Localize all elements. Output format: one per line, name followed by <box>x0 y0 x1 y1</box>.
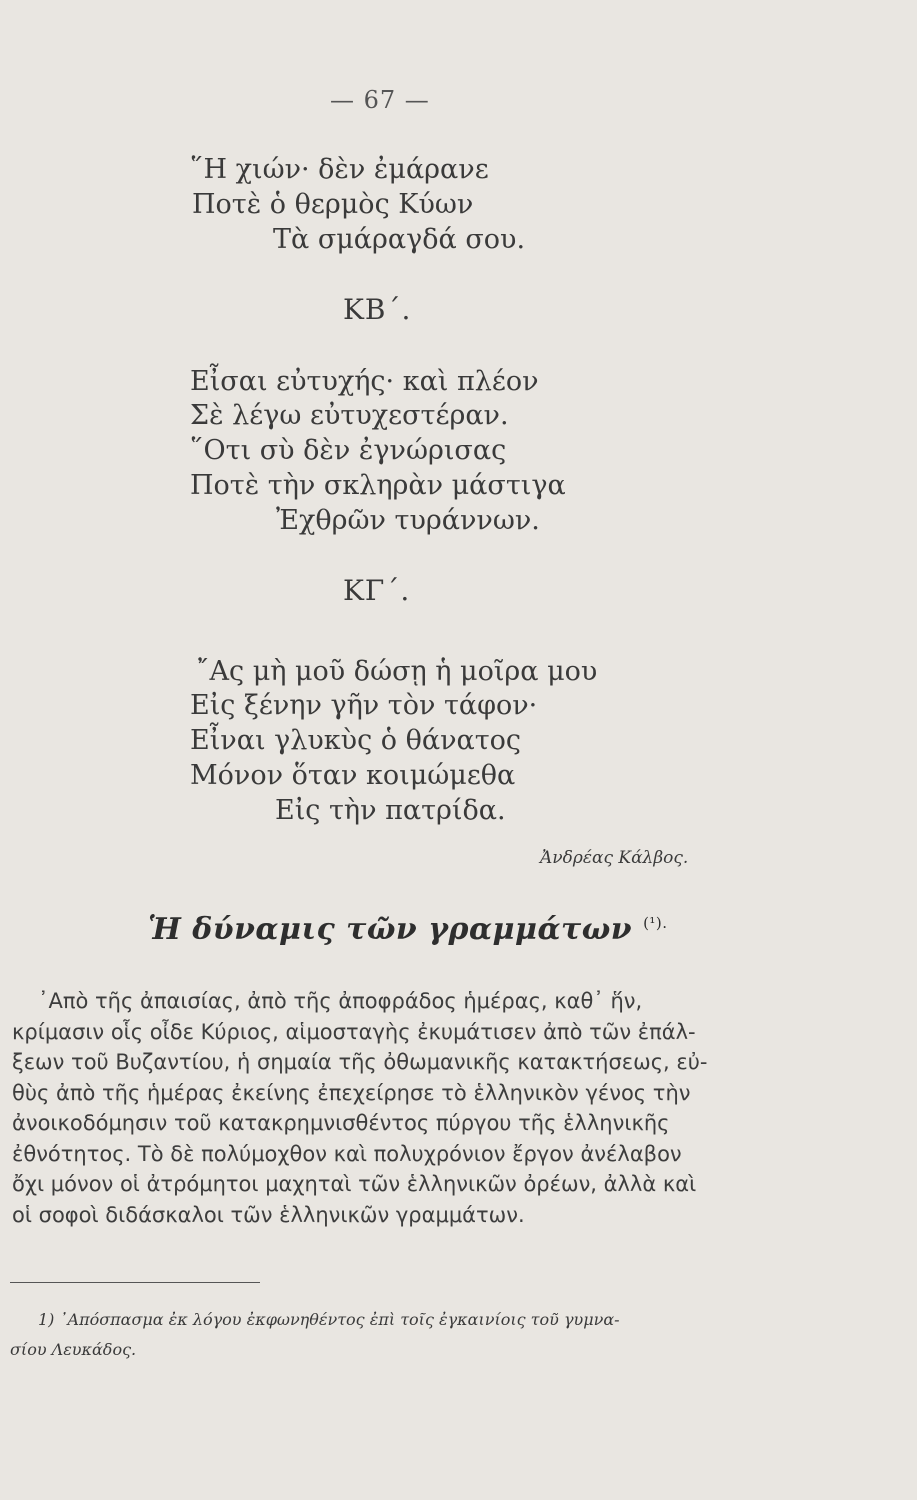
verse-line: Ποτὲ τὴν σκληρὰν μάστιγα <box>190 470 566 501</box>
stanza-heading: ΚΓ΄. <box>343 574 411 607</box>
verse-line: Σὲ λέγω εὐτυχεστέραν. <box>190 400 509 431</box>
section-title-text: Ἡ δύναμις τῶν γραμμάτων <box>148 912 633 947</box>
verse-line: ῎Ας μὴ μοῦ δώσῃ ἡ μοῖρα μου <box>196 656 598 687</box>
prose-line: ᾿Απὸ τῆς ἀπαισίας, ἀπὸ τῆς ἀποφράδος ἡμέρας, καθ᾿ ἥν, <box>38 989 643 1013</box>
stanza-heading: ΚΒ΄. <box>343 293 412 326</box>
verse-line: Ἐχθρῶν τυράννων. <box>276 505 540 536</box>
prose-line: ἀνοικοδόμησιν τοῦ κατακρημνισθέντος πύργου τῆς ἑλληνικῆς <box>12 1111 670 1135</box>
verse-line: Εἰς ξένην γῆν τὸν τάφον· <box>190 690 538 721</box>
prose-line: κρίμασιν οἷς οἶδε Κύριος, αἱμοσταγὴς ἐκυμάτισεν ἀπὸ τῶν ἐπάλ- <box>12 1019 696 1044</box>
footnote-line: 1) ᾿Απόσπασμα ἐκ λόγου ἐκφωνηθέντος ἐπὶ τοῖς ἐγκαινίοις τοῦ γυμνα- <box>38 1310 620 1329</box>
verse-line: Εἰς τὴν πατρίδα. <box>275 795 506 826</box>
verse-line: Εἶναι γλυκὺς ὁ θάνατος <box>190 725 522 756</box>
verse-line: Εἶσαι εὐτυχής· καὶ πλέον <box>190 366 539 397</box>
footnote-line: σίου Λευκάδος. <box>10 1340 137 1359</box>
page-number: — 67 — <box>330 86 430 114</box>
verse-line: ῞Οτι σὺ δὲν ἐγνώρισας <box>190 435 507 466</box>
poem-author: Ἀνδρέας Κάλβος. <box>540 848 689 868</box>
prose-line: ξεων τοῦ Βυζαντίου, ἡ σημαία τῆς ὀθωμανικῆς κατακτήσεως, εὐ- <box>12 1050 708 1074</box>
verse-line: ῞Η χιών· δὲν ἐμάρανε <box>190 154 489 185</box>
verse-line: Τὰ σμάραγδά σου. <box>273 224 526 255</box>
prose-paragraph <box>0 986 772 1230</box>
footnote-reference: (¹). <box>643 914 668 932</box>
section-title <box>148 912 668 947</box>
prose-line: ἐθνότητος. Τὸ δὲ πολύμοχθον καὶ πολυχρόνιον ἔργον ἀνέλαβον <box>12 1141 682 1166</box>
prose-line: οἱ σοφοὶ διδάσκαλοι τῶν ἑλληνικῶν γραμμάτων. <box>12 1202 525 1227</box>
prose-line: θὺς ἀπὸ τῆς ἡμέρας ἐκείνης ἐπεχείρησε τὸ ἑλληνικὸν γένος τὴν <box>12 1080 691 1105</box>
verse-line: Ποτὲ ὁ θερμὸς Κύων <box>192 189 474 220</box>
footnote-divider <box>10 1282 260 1283</box>
verse-line: Μόνον ὅταν κοιμώμεθα <box>190 760 516 791</box>
prose-line: ὄχι μόνον οἱ ἀτρόμητοι μαχηταὶ τῶν ἑλληνικῶν ὀρέων, ἀλλὰ καὶ <box>12 1172 697 1196</box>
